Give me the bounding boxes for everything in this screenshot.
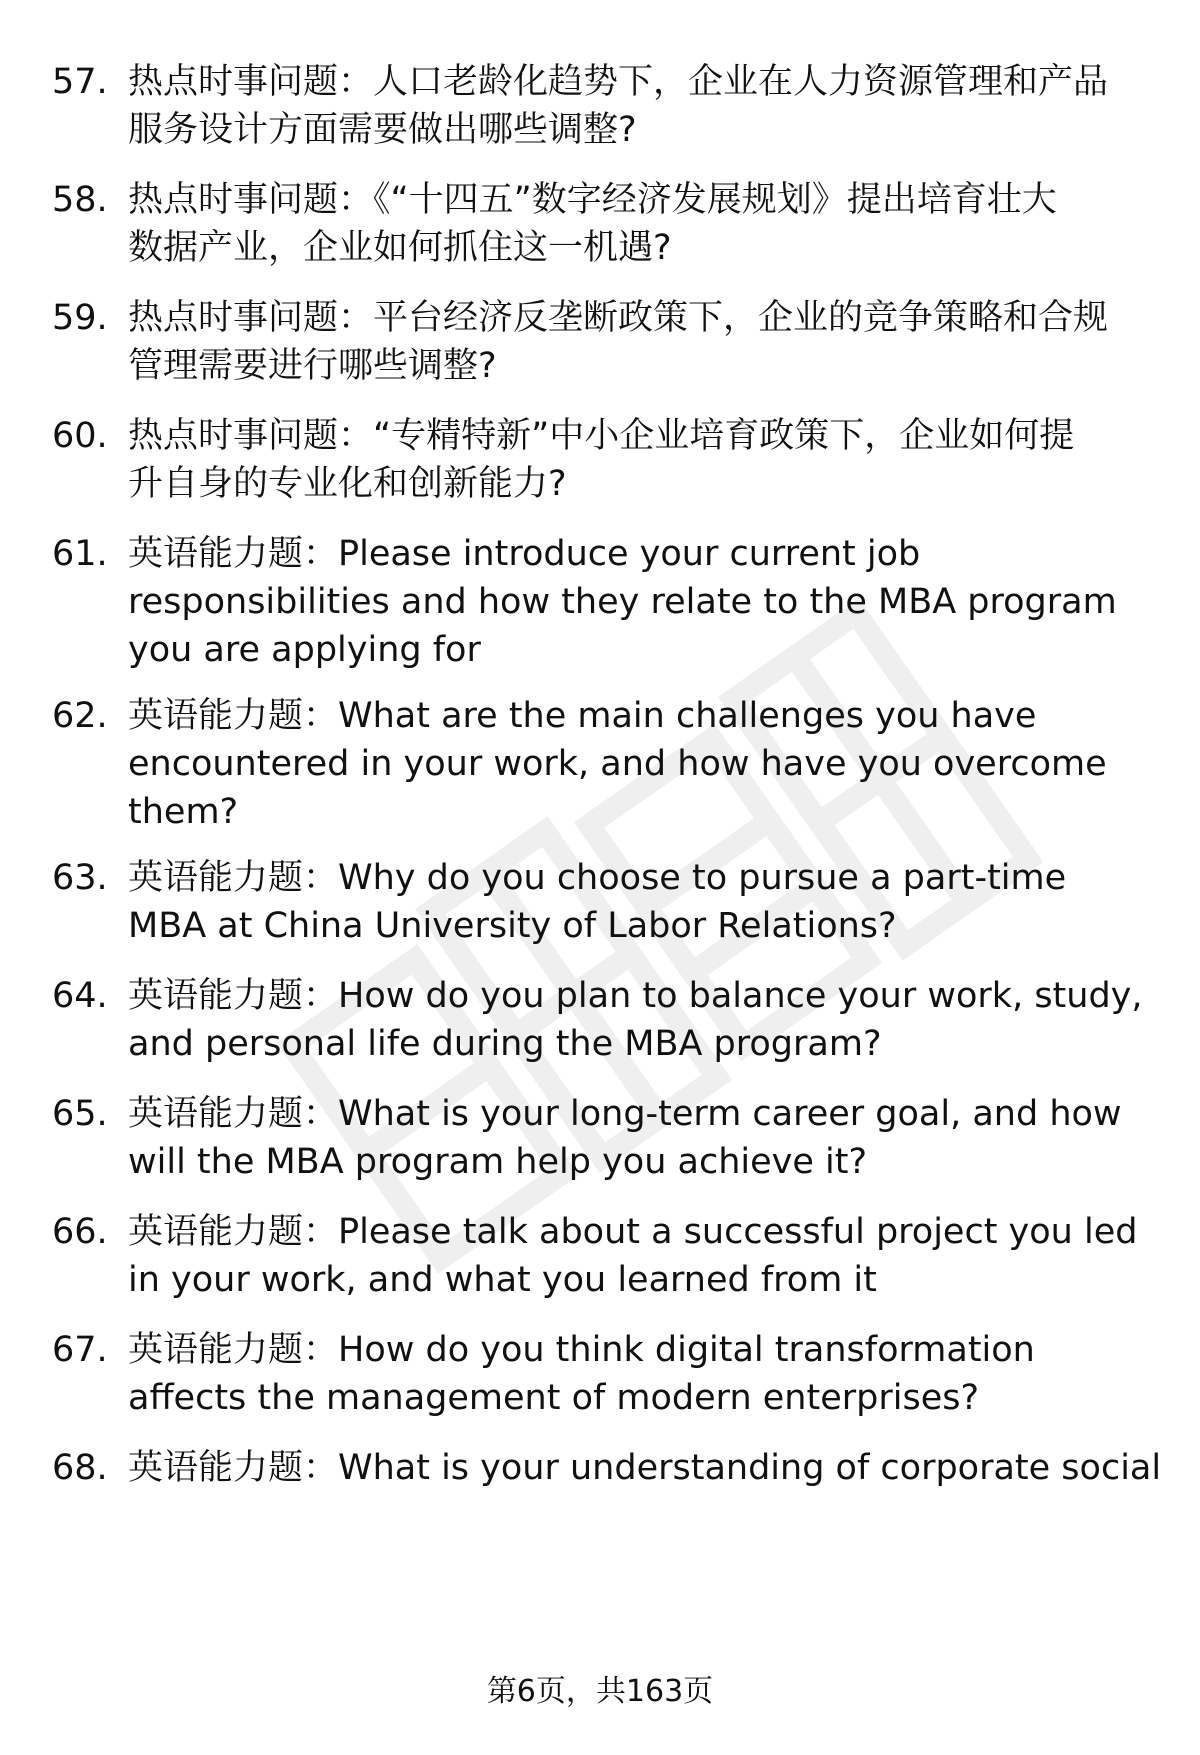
question-text [128,294,1200,390]
question-text [128,530,1200,674]
question-text [128,972,1200,1068]
question-number: 68. [52,1448,108,1488]
question-text-line: 英语能力题：Why do you choose to pursue a part-time [128,858,1067,898]
question-text-line: 英语能力题：How do you think digital transformation [128,1330,1035,1370]
question-text-line: you are applying for [128,630,481,670]
question-text [128,692,1200,836]
question-text-line: MBA at China University of Labor Relations? [128,906,897,946]
question-text [128,1090,1200,1186]
question-number: 64. [52,976,108,1016]
question-text-line: affects the management of modern enterprises? [128,1378,980,1418]
question-text-line: responsibilities and how they relate to the MBA program [128,582,1117,622]
question-number: 63. [52,858,108,898]
question-number: 59. [52,298,108,338]
question-number: 62. [52,696,108,736]
question-number: 65. [52,1094,108,1134]
question-text-line: encountered in your work, and how have you overcome [128,744,1107,784]
question-text-line: them? [128,792,239,832]
question-text [128,1326,1200,1422]
question-text-line: 热点时事问题：人口老龄化趋势下，企业在人力资源管理和产品 [128,62,1109,102]
question-number: 60. [52,416,108,456]
question-text [128,58,1200,154]
question-number: 61. [52,534,108,574]
question-text [128,412,1200,508]
question-text-line: 热点时事问题：平台经济反垄断政策下，企业的竞争策略和合规 [128,298,1109,338]
question-text-line: 升自身的专业化和创新能力? [128,464,567,504]
question-text [128,1208,1200,1304]
question-text [128,854,1200,950]
question-text-line: 英语能力题：How do you plan to balance your work, study, [128,976,1143,1016]
question-text-line: 英语能力题：What is your long-term career goal, and how [128,1094,1122,1134]
question-text-line: 服务设计方面需要做出哪些调整? [128,110,637,150]
question-text-line: 热点时事问题：《“十四五”数字经济发展规划》提出培育壮大 [128,180,1057,220]
question-text-line: and personal life during the MBA program? [128,1024,882,1064]
question-text-line: 英语能力题：Please introduce your current job [128,534,921,574]
question-number: 58. [52,180,108,220]
question-text [128,176,1200,272]
question-text-line: 英语能力题：What are the main challenges you have [128,696,1037,736]
question-text-line: 英语能力题：What is your understanding of corporate social [128,1448,1162,1488]
question-text-line: 管理需要进行哪些调整? [128,346,497,386]
question-number: 57. [52,62,108,102]
question-text [128,1444,1200,1492]
question-text-line: 英语能力题：Please talk about a successful project you led [128,1212,1138,1252]
question-number: 66. [52,1212,108,1252]
question-text-line: 数据产业，企业如何抓住这一机遇? [128,228,672,268]
page-number-footer: 第6页，共163页 [486,1674,714,1709]
question-text-line: 热点时事问题：“专精特新”中小企业培育政策下，企业如何提 [128,416,1075,456]
question-text-line: will the MBA program help you achieve it? [128,1142,868,1182]
question-text-line: in your work, and what you learned from it [128,1260,877,1300]
question-number: 67. [52,1330,108,1370]
